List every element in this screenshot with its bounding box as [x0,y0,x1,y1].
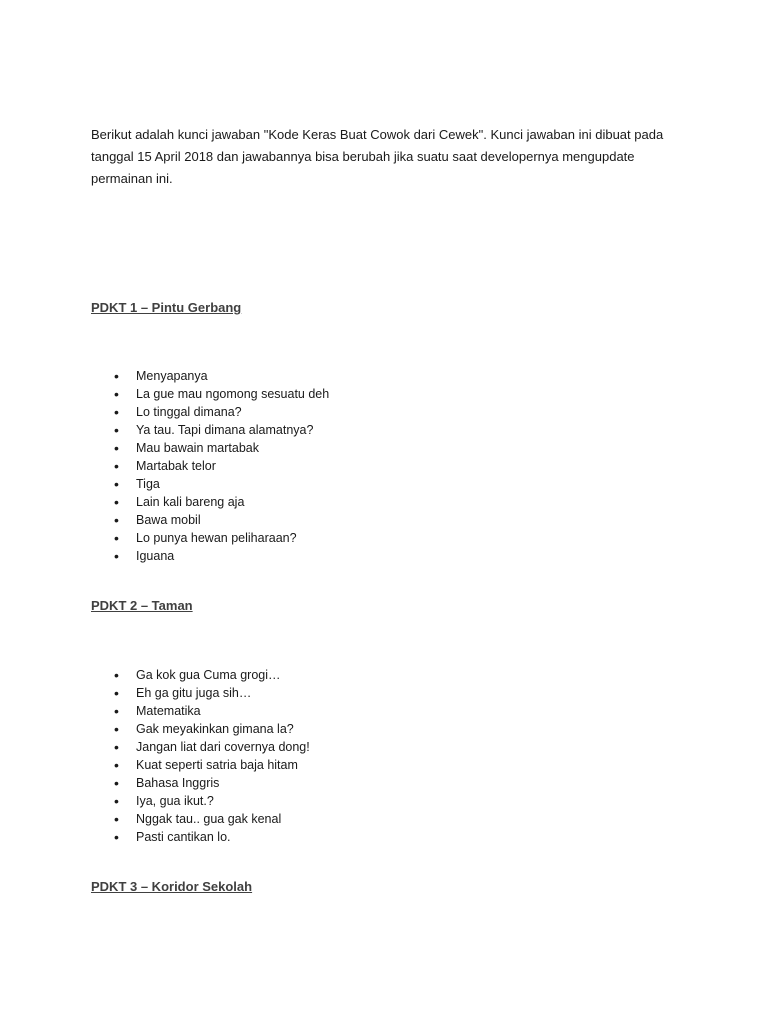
list-item: • Nggak tau.. gua gak kenal [114,810,310,828]
list-item: • Kuat seperti satria baja hitam [114,756,310,774]
answer-list-pdkt-1 [114,367,329,565]
section-heading-pdkt-2: PDKT 2 – Taman [91,598,193,613]
list-item: • Gak meyakinkan gimana la? [114,720,310,738]
list-item: • Mau bawain martabak [114,439,329,457]
list-item: • Bahasa Inggris [114,774,310,792]
list-item: • Iguana [114,547,329,565]
list-item: • Lo tinggal dimana? [114,403,329,421]
list-item: • Lo punya hewan peliharaan? [114,529,329,547]
list-item: • Matematika [114,702,310,720]
list-item: • Jangan liat dari covernya dong! [114,738,310,756]
list-item: • Ga kok gua Cuma grogi… [114,666,310,684]
list-item: • Martabak telor [114,457,329,475]
list-item: • La gue mau ngomong sesuatu deh [114,385,329,403]
section-heading-pdkt-3: PDKT 3 – Koridor Sekolah [91,879,253,894]
section-heading-pdkt-1: PDKT 1 – Pintu Gerbang [91,300,242,315]
list-item: • Menyapanya [114,367,329,385]
intro-paragraph: Berikut adalah kunci jawaban "Kode Keras Buat Cowok dari Cewek". Kunci jawaban ini dibuat pada tanggal 15 April 2018 dan jawabannya bisa berubah jika suatu saat developernya mengupdate permainan ini. [91,127,664,186]
list-item: • Iya, gua ikut.? [114,792,310,810]
list-item: • Tiga [114,475,329,493]
list-item: • Eh ga gitu juga sih… [114,684,310,702]
list-item: • Pasti cantikan lo. [114,828,310,846]
answer-list-pdkt-2 [114,666,310,846]
list-item: • Ya tau. Tapi dimana alamatnya? [114,421,329,439]
list-item: • Lain kali bareng aja [114,493,329,511]
list-item: • Bawa mobil [114,511,329,529]
